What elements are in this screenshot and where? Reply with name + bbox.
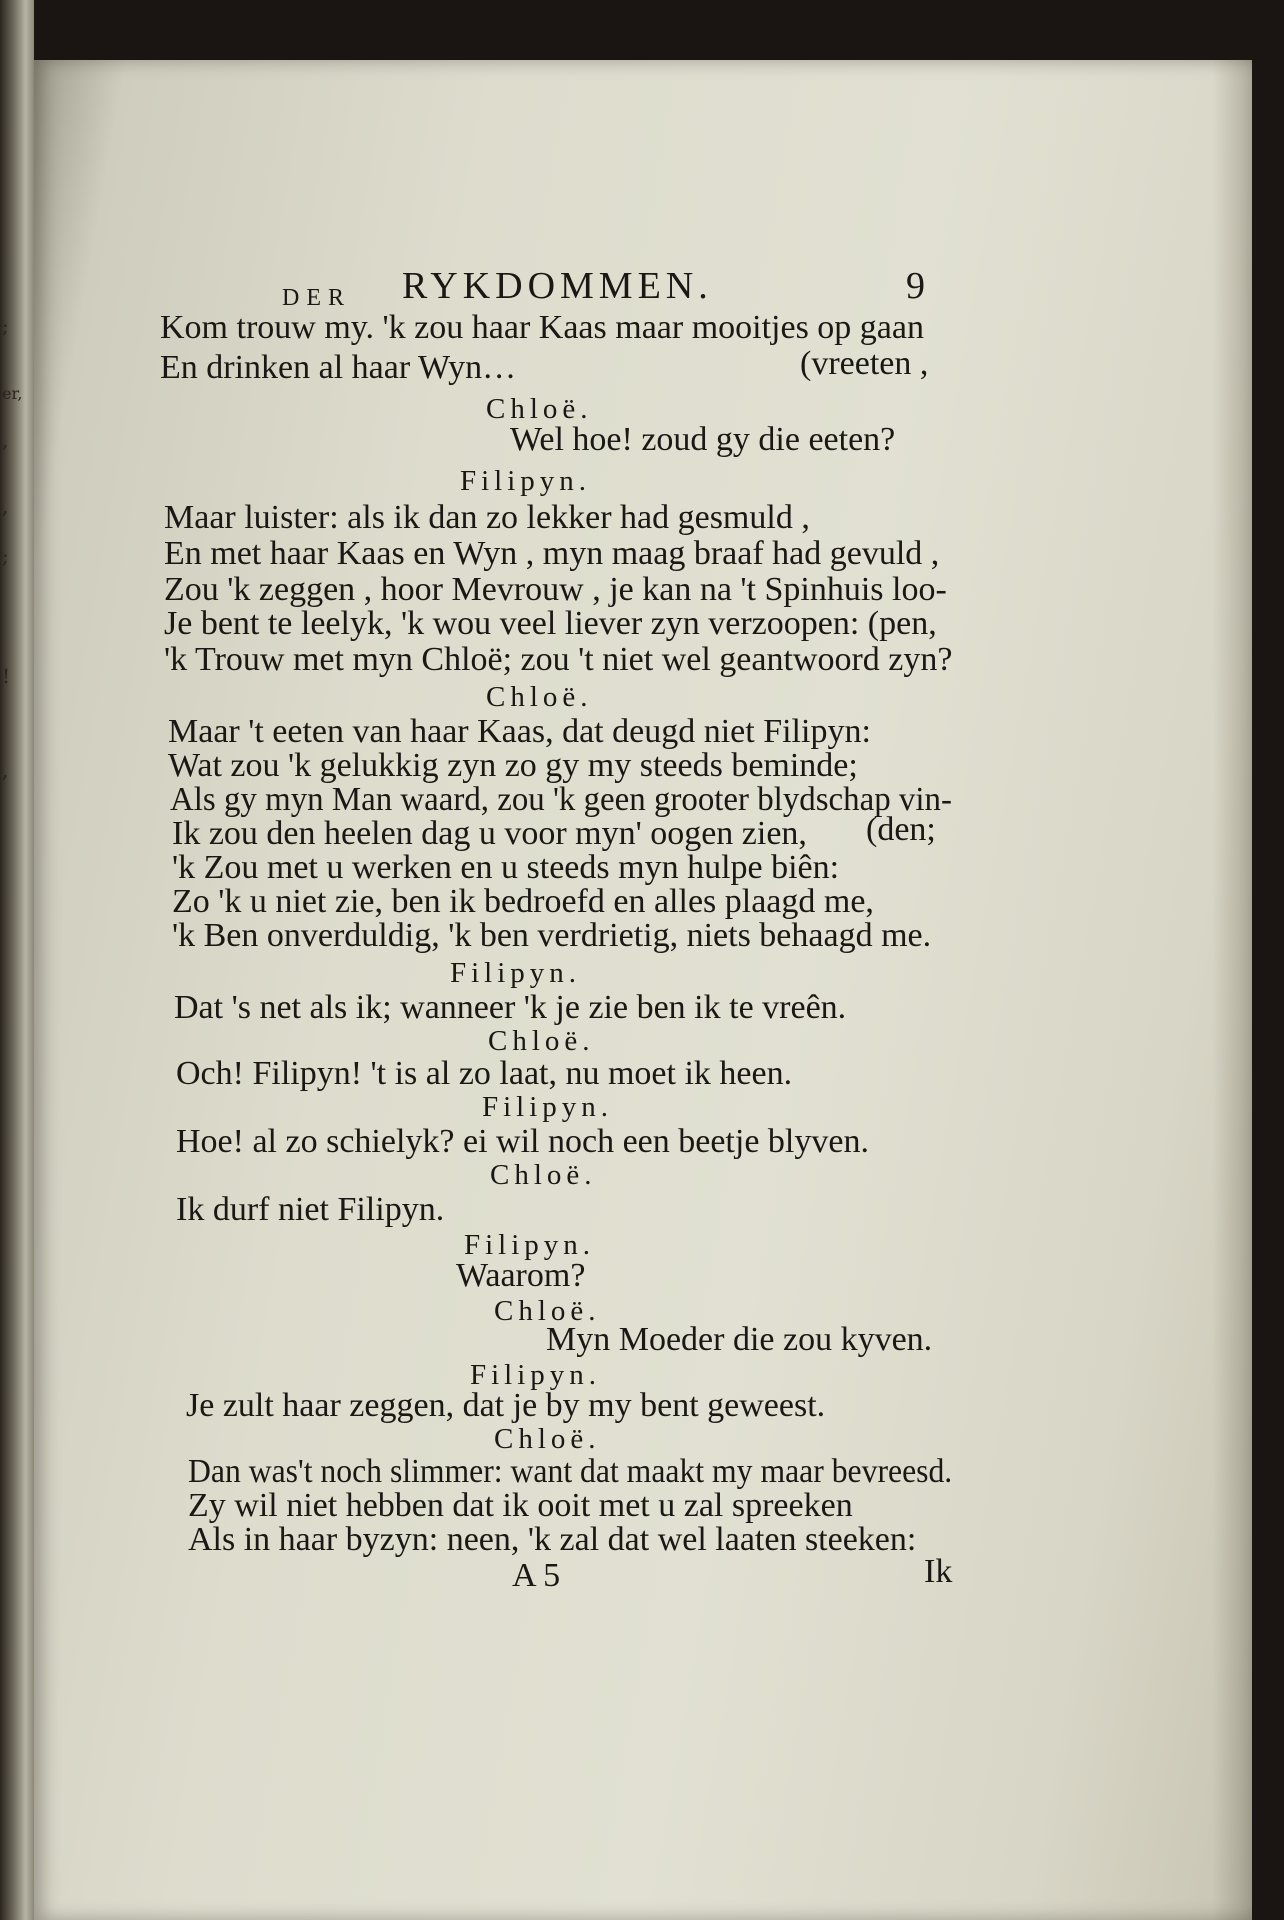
verse-line: Wel hoe! zoud gy die eeten? [510, 421, 896, 458]
verse-line: Hoe! al zo schielyk? ei wil noch een beetje blyven. [176, 1123, 869, 1160]
verse-line: En met haar Kaas en Wyn , myn maag braaf had gevuld , [164, 535, 940, 572]
left-margin-mark: ; [2, 544, 9, 568]
verse-line: Kom trouw my. 'k zou haar Kaas maar mooitjes op gaan [160, 309, 924, 346]
left-margin-mark: , [2, 428, 9, 452]
speaker-name: Filipyn. [464, 1229, 596, 1261]
verse-line: Ik zou den heelen dag u voor myn' oogen zien, [172, 815, 807, 852]
speaker-name: Chloë. [488, 1025, 595, 1057]
running-head-prefix: DER [282, 285, 351, 311]
speaker-name: Filipyn. [470, 1359, 602, 1391]
verse-line: Als in haar byzyn: neen, 'k zal dat wel laaten steeken: [188, 1521, 917, 1558]
verse-line: Zy wil niet hebben dat ik ooit met u zal spreeken [188, 1487, 853, 1524]
speaker-name: Chloë. [494, 1423, 601, 1455]
verse-line: Dan was't noch slimmer: want dat maakt my maar bevreesd. [188, 1453, 953, 1490]
left-margin-mark: , [2, 494, 9, 518]
verse-line: Waarom? [456, 1257, 586, 1294]
speaker-name: Chloë. [486, 681, 593, 713]
verse-line: Maar luister: als ik dan zo lekker had gesmuld , [164, 499, 810, 536]
verse-line: Je zult haar zeggen, dat je by my bent geweest. [186, 1387, 826, 1424]
page-number: 9 [906, 265, 930, 307]
verse-line: Wat zou 'k gelukkig zyn zo gy my steeds beminde; [168, 747, 858, 784]
verse-line: Dat 's net als ik; wanneer 'k je zie ben ik te vreên. [174, 989, 847, 1026]
verse-line: 'k Trouw met myn Chloë; zou 't niet wel geantwoord zyn? [164, 641, 953, 678]
left-margin-mark: er, [2, 384, 23, 403]
verse-line-overflow: (vreeten , [800, 345, 929, 382]
verse-line: 'k Zou met u werken en u steeds myn hulpe biên: [172, 849, 840, 886]
verse-line: En drinken al haar Wyn… [160, 349, 517, 386]
verse-line: Och! Filipyn! 't is al zo laat, nu moet ik heen. [176, 1055, 793, 1092]
verse-line: Als gy myn Man waard, zou 'k geen grooter blydschap vin- [170, 781, 952, 818]
speaker-name: Filipyn. [460, 465, 592, 497]
left-page-edge [0, 0, 34, 1920]
left-margin-mark: ! [2, 664, 11, 688]
verse-line-overflow: (den; [866, 811, 936, 848]
left-margin-mark: , [2, 758, 9, 782]
verse-line: Zo 'k u niet zie, ben ik bedroefd en alles plaagd me, [172, 883, 874, 920]
verse-line: Zou 'k zeggen , hoor Mevrouw , je kan na 't Spinhuis loo- [164, 571, 947, 608]
speaker-name: Filipyn. [482, 1091, 614, 1123]
catchword: Ik [924, 1553, 953, 1590]
running-head-title: RYKDOMMEN. [402, 265, 713, 307]
left-margin-mark: ; [2, 314, 9, 338]
speaker-name: Chloë. [486, 393, 593, 425]
signature-mark: A 5 [512, 1557, 561, 1594]
speaker-name: Filipyn. [450, 957, 582, 989]
verse-line: Je bent te leelyk, 'k wou veel liever zyn verzoopen: (pen, [164, 605, 937, 642]
speaker-name: Chloë. [494, 1295, 601, 1327]
speaker-name: Chloë. [490, 1159, 597, 1191]
verse-line: Maar 't eeten van haar Kaas, dat deugd niet Filipyn: [168, 713, 871, 750]
verse-line: Ik durf niet Filipyn. [176, 1191, 445, 1228]
verse-line: Myn Moeder die zou kyven. [546, 1321, 933, 1358]
verse-line: 'k Ben onverduldig, 'k ben verdrietig, niets behaagd me. [172, 917, 932, 954]
